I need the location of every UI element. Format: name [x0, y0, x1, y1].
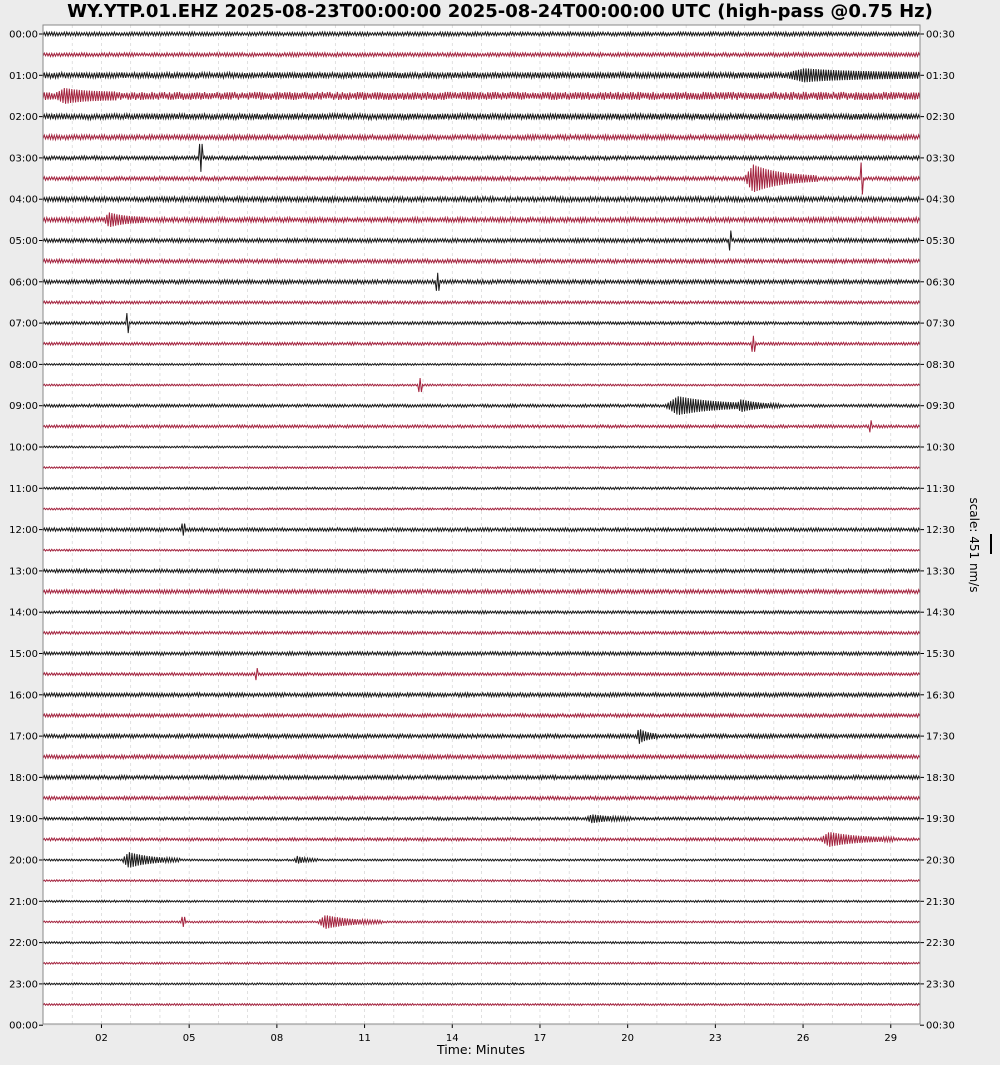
y-tick-label-right: 08:30: [926, 359, 955, 371]
y-tick-label-right: 07:30: [926, 318, 955, 330]
x-tick-label: 26: [796, 1033, 810, 1044]
y-tick-label-left: 23:00: [9, 979, 38, 991]
y-tick-label-left: 03:00: [9, 153, 38, 165]
y-tick-label-right: 00:30: [926, 1020, 955, 1032]
y-tick-label-right: 15:30: [926, 649, 955, 660]
x-tick-label: 08: [270, 1033, 284, 1044]
y-tick-label-left: 21:00: [9, 896, 38, 908]
x-tick-label: 23: [708, 1033, 722, 1044]
y-tick-label-left: 05:00: [9, 236, 38, 247]
y-tick-label-left: 18:00: [9, 772, 38, 784]
y-tick-label-left: 22:00: [9, 938, 38, 950]
y-tick-label-left: 00:00: [9, 29, 38, 41]
y-tick-label-right: 19:30: [926, 814, 955, 826]
y-tick-label-right: 20:30: [926, 855, 955, 867]
y-tick-label-left: 14:00: [9, 607, 38, 619]
y-tick-label-right: 23:30: [926, 979, 955, 991]
x-axis-label: Time: Minutes: [437, 1042, 525, 1057]
y-tick-label-left: 11:00: [9, 483, 38, 495]
y-tick-label-left: 02:00: [9, 112, 38, 124]
y-tick-label-right: 18:30: [926, 772, 955, 784]
y-tick-label-right: 22:30: [926, 938, 955, 950]
y-tick-label-left: 17:00: [9, 731, 38, 743]
y-tick-label-right: 02:30: [926, 112, 955, 124]
y-tick-label-left: 20:00: [9, 855, 38, 867]
x-tick-label: 11: [358, 1033, 371, 1044]
y-tick-label-right: 12:30: [926, 525, 955, 537]
scale-label: scale: 451 nm/s: [967, 497, 981, 593]
x-tick-label: 17: [533, 1033, 547, 1044]
y-tick-label-right: 16:30: [926, 690, 955, 702]
y-tick-label-left: 15:00: [9, 649, 38, 660]
y-tick-label-left: 13:00: [9, 566, 38, 578]
x-tick-label: 20: [621, 1033, 635, 1044]
y-tick-label-left: 04:00: [9, 194, 38, 206]
y-tick-label-left: 00:00: [9, 1020, 38, 1032]
y-tick-label-right: 06:30: [926, 277, 955, 289]
y-tick-label-right: 13:30: [926, 566, 955, 578]
y-tick-label-left: 01:00: [9, 70, 38, 82]
y-tick-label-left: 16:00: [9, 690, 38, 702]
scale-bar: [990, 534, 992, 554]
y-tick-label-left: 12:00: [9, 525, 38, 537]
y-tick-label-right: 14:30: [926, 607, 955, 619]
y-tick-label-right: 03:30: [926, 153, 955, 165]
x-tick-label: 02: [95, 1033, 108, 1044]
y-tick-label-right: 10:30: [926, 442, 955, 454]
y-tick-label-left: 08:00: [9, 359, 38, 371]
y-tick-label-right: 11:30: [926, 483, 955, 495]
y-tick-label-right: 05:30: [926, 236, 955, 247]
x-tick-label: 05: [182, 1033, 196, 1044]
y-tick-label-right: 00:30: [926, 29, 955, 41]
x-tick-label: 29: [884, 1033, 898, 1044]
chart-title: WY.YTP.01.EHZ 2025-08-23T00:00:00 2025-08-24T00:00:00 UTC (high-pass @0.75 Hz): [67, 1, 933, 22]
y-tick-label-right: 21:30: [926, 896, 955, 908]
y-tick-label-right: 01:30: [926, 70, 955, 82]
y-tick-label-right: 04:30: [926, 194, 955, 206]
y-tick-label-right: 17:30: [926, 731, 955, 743]
y-tick-label-right: 09:30: [926, 401, 955, 413]
y-tick-label-left: 06:00: [9, 277, 38, 289]
y-tick-label-left: 19:00: [9, 814, 38, 826]
y-tick-label-left: 09:00: [9, 401, 38, 413]
y-tick-label-left: 10:00: [9, 442, 38, 454]
x-tick-label: 14: [445, 1033, 459, 1044]
y-tick-label-left: 07:00: [9, 318, 38, 330]
